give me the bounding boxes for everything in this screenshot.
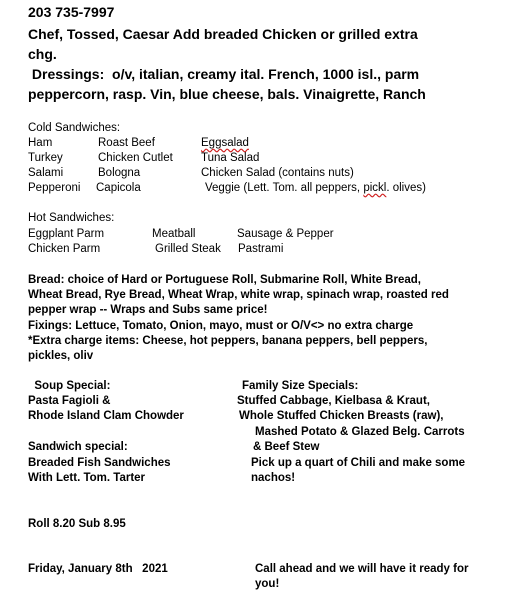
veggie-text: Veggie (Lett. Tom. all peppers,: [205, 182, 364, 194]
cold-item: Chicken Cutlet: [98, 152, 173, 164]
family-line-2: Whole Stuffed Chicken Breasts (raw),: [239, 410, 444, 422]
family-line-4: & Beef Stew: [253, 441, 320, 453]
hot-item: Chicken Parm: [28, 243, 101, 255]
hot-item: Pastrami: [238, 243, 284, 255]
salads-line-1: Chef, Tossed, Caesar Add breaded Chicken or grilled extra: [28, 26, 418, 42]
cold-item: Chicken Salad (contains nuts): [201, 167, 354, 179]
hot-item: Eggplant Parm: [28, 228, 105, 240]
cold-item: Eggsalad: [201, 137, 249, 149]
call-ahead-line-1: Call ahead and we will have it ready for: [255, 563, 469, 575]
bread-line-3: pepper wrap -- Wraps and Subs same price!: [28, 304, 268, 316]
soup-line-2: Rhode Island Clam Chowder: [28, 410, 184, 422]
fixings-line-1: Fixings: Lettuce, Tomato, Onion, mayo, must or O/V<> no extra charge: [28, 320, 414, 332]
cold-item: Turkey: [28, 152, 63, 164]
veggie-pickl: pickl: [363, 182, 387, 194]
sandwich-special-heading: Sandwich special:: [28, 441, 128, 453]
sandwich-special-line-1: Breaded Fish Sandwiches: [28, 457, 171, 469]
cold-item: Capicola: [96, 182, 141, 194]
soup-line-1: Pasta Fagioli &: [28, 395, 111, 407]
family-line-6: nachos!: [251, 472, 296, 484]
hot-item: Meatball: [152, 228, 196, 240]
date: Friday, January 8th 2021: [28, 563, 168, 575]
salads-line-2: chg.: [28, 46, 57, 62]
soup-special-heading: Soup Special:: [28, 380, 111, 392]
hot-sandwiches-heading: Hot Sandwiches:: [28, 212, 115, 224]
cold-item: Roast Beef: [98, 137, 155, 149]
call-ahead-line-2: you!: [255, 578, 280, 590]
cold-item: Pepperoni: [28, 182, 81, 194]
cold-item: Tuna Salad: [201, 152, 260, 164]
bread-line-1: Bread: choice of Hard or Portuguese Roll, Submarine Roll, White Bread,: [28, 274, 421, 286]
hot-item: Grilled Steak: [155, 243, 221, 255]
family-line-1: Stuffed Cabbage, Kielbasa & Kraut,: [237, 395, 430, 407]
sandwich-special-line-2: With Lett. Tom. Tarter: [28, 472, 146, 484]
cold-item: Ham: [28, 137, 53, 149]
dressings-line-2: peppercorn, rasp. Vin, blue cheese, bals. Vinaigrette, Ranch: [28, 86, 426, 102]
hot-item: Sausage & Pepper: [237, 228, 334, 240]
dressings-line-1: Dressings: o/v, italian, creamy ital. French, 1000 isl., parm: [28, 66, 420, 82]
family-specials-heading: Family Size Specials:: [242, 380, 359, 392]
fixings-line-2: *Extra charge items: Cheese, hot peppers, banana peppers, bell peppers,: [28, 335, 428, 347]
veggie-text-end: . olives): [386, 182, 426, 194]
family-line-5: Pick up a quart of Chili and make some: [251, 457, 466, 469]
fixings-line-3: pickles, oliv: [28, 350, 94, 362]
cold-item: Bologna: [98, 167, 141, 179]
cold-item-veggie: [205, 181, 426, 196]
cold-item: Salami: [28, 167, 64, 179]
phone-number: 203 735-7997: [28, 4, 115, 20]
bread-line-2: Wheat Bread, Rye Bread, Wheat Wrap, white wrap, spinach wrap, roasted red: [28, 289, 449, 301]
family-line-3: Mashed Potato & Glazed Belg. Carrots: [255, 426, 465, 438]
cold-sandwiches-heading: Cold Sandwiches:: [28, 122, 121, 134]
prices: Roll 8.20 Sub 8.95: [28, 518, 126, 530]
